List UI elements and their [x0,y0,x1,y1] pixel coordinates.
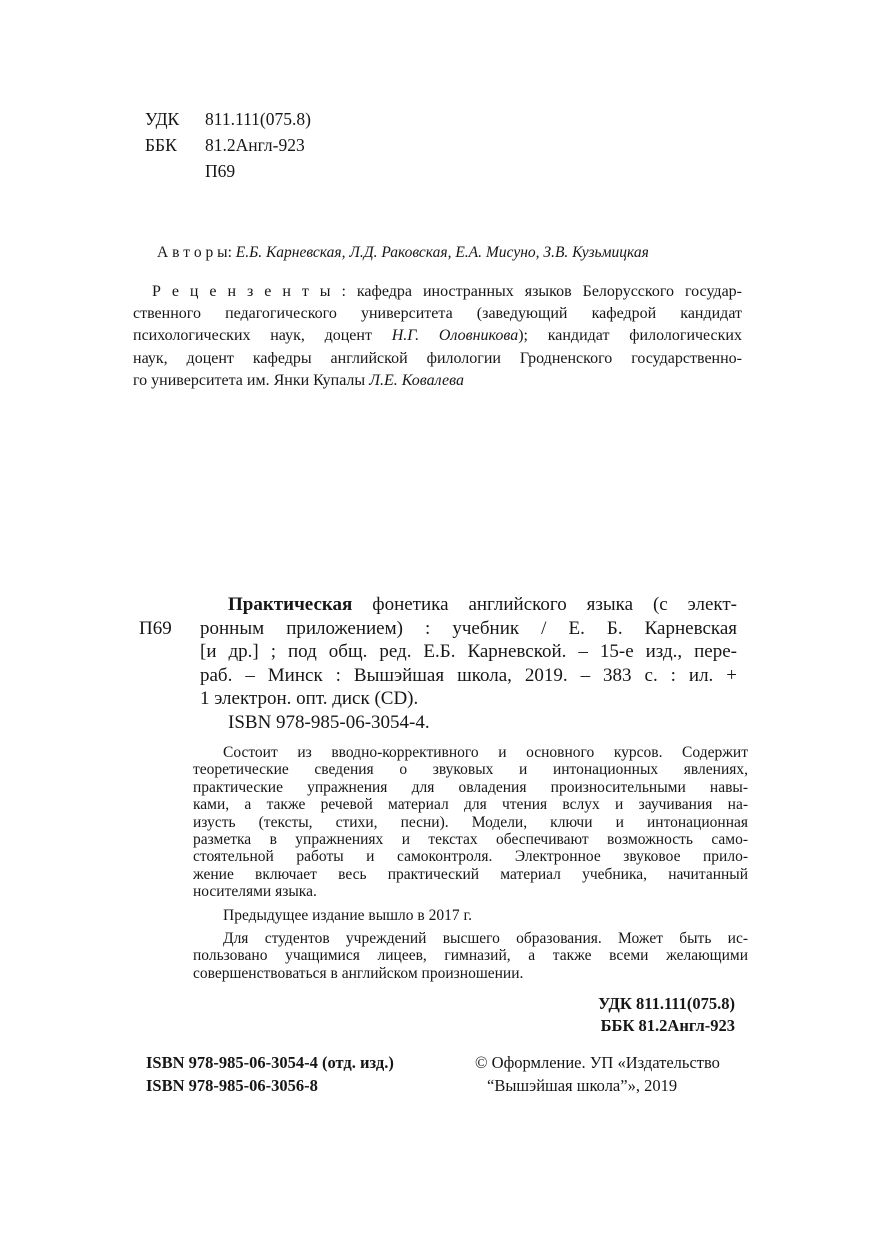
annotation-block [193,744,748,982]
text-line: наук, доцент кафедры английской филологии Гродненского государственно- [133,349,742,367]
text-line: “Вышэйшая школа”», 2019 [487,1076,678,1095]
text-line: го университета им. Янки Купалы Л.Е. Ковалева [133,371,464,389]
text-line: жение включает весь практический материал учебника, начитанный [193,865,748,883]
copyright-notice [475,1051,720,1097]
index-code-label [145,158,205,184]
bbk-row [145,132,311,158]
text-line: Предыдущее издание вышло в 2017 г. [223,906,472,924]
text-line: ISBN 978-985-06-3054-4 (отд. изд.) [146,1053,394,1072]
authors-line [133,242,742,263]
text-line: теоретические сведения о звуковых и интонационных явлениях, [193,761,748,779]
isbn-list [146,1051,475,1097]
text-line: ISBN 978-985-06-3056-8 [146,1076,318,1095]
text-line: Практическая фонетика английского языка (с элект- [228,594,737,615]
bbk-value: 81.2Англ-923 [205,135,305,155]
udk-value: 811.111(075.8) [205,109,311,129]
text-line: Состоит из вводно-коррективного и основного курсов. Содержит [223,744,748,761]
text-line: © Оформление. УП «Издательство [475,1053,720,1072]
text-line: Для студентов учреждений высшего образования. Может быть ис- [223,930,748,948]
text-line: ронным приложением) : учебник / Е. Б. Карневская [200,617,737,639]
top-classification-block [145,106,311,184]
bottom-bbk: ББК 81.2Англ-923 [600,1016,735,1035]
biblio-description [200,593,737,735]
text-line: совершенствоваться в английском произношении. [193,964,524,982]
text-line: раб. – Минск : Вышэйшая школа, 2019. – 383 с. : ил. + [200,664,737,686]
text-line: практические упражнения для овладения произносительными навы- [193,778,748,796]
index-code-row [145,158,311,184]
udk-label: УДК [145,109,180,129]
text-line: носителями языка. [193,883,317,901]
text-line: ками, а также речевой материал для чтения вслух и заучивания на- [193,796,748,814]
bibliographic-entry [133,593,737,735]
text-line: [и др.] ; под общ. ред. Е.Б. Карневской. – 15-е изд., пере- [200,641,737,663]
reviewers-paragraph [133,281,742,392]
text-line: пользовано учащимися лицеев, гимназий, а также всеми желающими [193,947,748,965]
text-line: Р е ц е н з е н т ы : кафедра иностранных языков Белорусского государ- [152,283,742,300]
bbk-label: ББК [145,135,177,155]
isbn-copyright-block [146,1051,746,1097]
udk-row [145,106,311,132]
index-code-value: П69 [205,161,236,181]
text-line: 1 электрон. опт. диск (CD). [200,688,419,710]
text-line: изусть (тексты, стихи, песни). Модели, ключи и интонационная [193,813,748,831]
bottom-classification-block [598,993,735,1037]
text-line: стоятельной работы и самоконтроля. Электронное звуковое прило- [193,848,748,866]
text-line: ISBN 978-985-06-3054-4. [228,711,430,733]
bottom-udk: УДК 811.111(075.8) [598,994,735,1013]
biblio-index-code: П69 [139,617,172,639]
text-line: А в т о р ы: Е.Б. Карневская, Л.Д. Раковская, Е.А. Мисуно, З.В. Кузьмицкая [157,244,649,261]
text-line: ственного педагогического университета (заведующий кафедрой кандидат [133,305,742,323]
text-line: разметка в упражнениях и текстах обеспечивают возможность само- [193,831,748,849]
text-line: психологических наук, доцент Н.Г. Оловникова); кандидат филологических [133,327,742,345]
